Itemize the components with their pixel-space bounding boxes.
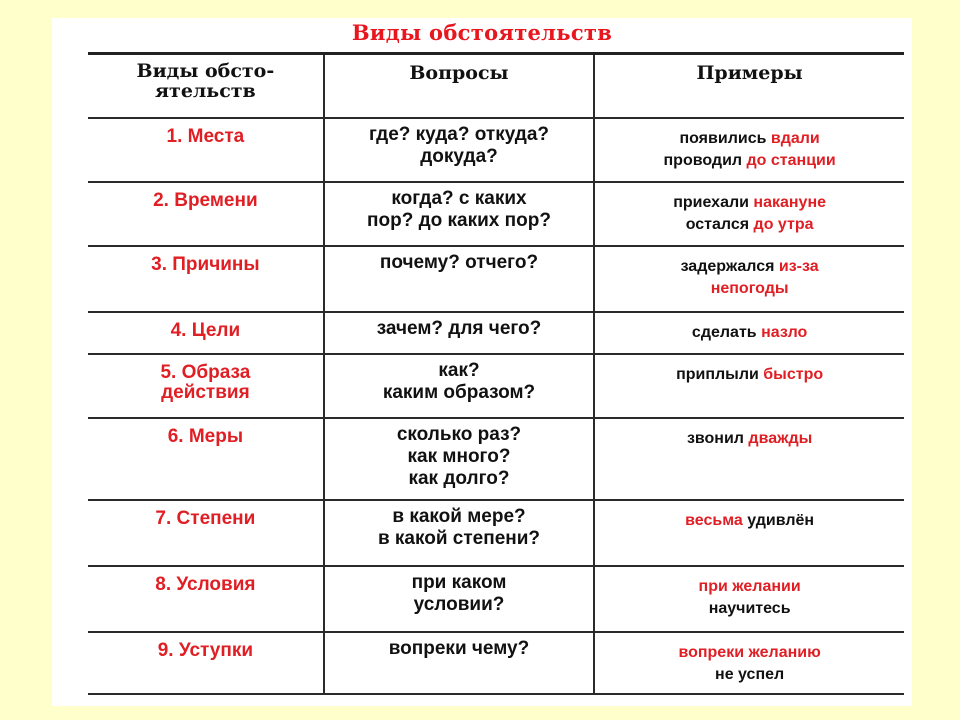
example-highlight: из-за — [778, 258, 819, 275]
table-header-row — [88, 54, 904, 119]
header-kind-line: Виды обсто- — [136, 60, 275, 82]
row-question-line: пор? до каких пор? — [367, 210, 551, 231]
row-kind — [88, 354, 324, 418]
row-kind — [88, 118, 324, 182]
example-text: не успел — [715, 666, 785, 683]
example-text: проводил — [663, 152, 747, 169]
table-row — [88, 312, 904, 354]
row-kind-line: 9. Уступки — [157, 640, 254, 661]
row-question-line: докуда? — [420, 146, 498, 167]
example-line — [595, 364, 904, 386]
row-questions — [324, 312, 594, 354]
example-text: остался — [685, 216, 754, 233]
row-question-line: вопреки чему? — [388, 638, 530, 659]
row-question-line: сколько раз? — [396, 424, 522, 445]
table-row — [88, 118, 904, 182]
example-line — [595, 428, 904, 450]
row-kind-line: 8. Условия — [155, 574, 256, 595]
row-kind — [88, 182, 324, 246]
row-examples — [594, 418, 904, 500]
table-row — [88, 182, 904, 246]
example-highlight: вдали — [770, 130, 820, 147]
row-questions — [324, 632, 594, 694]
example-line — [595, 322, 904, 344]
row-kind-line: 1. Места — [166, 126, 245, 147]
row-questions — [324, 500, 594, 566]
row-kind-line: 6. Меры — [167, 426, 244, 447]
example-line — [595, 150, 904, 172]
header-examples — [594, 54, 904, 119]
row-examples — [594, 566, 904, 632]
row-questions — [324, 182, 594, 246]
row-questions — [324, 566, 594, 632]
row-kind — [88, 312, 324, 354]
table-row — [88, 418, 904, 500]
row-kind-line: 5. Образа — [160, 362, 251, 383]
example-highlight: до утра — [753, 216, 814, 233]
example-highlight: дважды — [748, 430, 813, 447]
example-text: звонил — [686, 430, 749, 447]
example-highlight: накануне — [753, 194, 826, 211]
example-text: приехали — [673, 194, 754, 211]
row-kind-line: действия — [161, 382, 250, 403]
row-kind — [88, 632, 324, 694]
row-question-line: при каком — [411, 572, 507, 593]
row-questions — [324, 354, 594, 418]
slide — [52, 18, 912, 706]
row-examples — [594, 312, 904, 354]
example-line — [595, 642, 904, 664]
row-examples — [594, 182, 904, 246]
adverbials-table — [88, 52, 904, 695]
row-question-line: как много? — [407, 446, 511, 467]
row-kind-line: 7. Степени — [155, 508, 256, 529]
row-question-line: каким образом? — [382, 382, 536, 403]
example-text: удивлён — [742, 512, 815, 529]
header-questions-label: Вопросы — [409, 62, 509, 84]
table-row — [88, 632, 904, 694]
row-question-line: почему? отчего? — [379, 252, 539, 273]
example-highlight: до станции — [746, 152, 836, 169]
row-kind — [88, 500, 324, 566]
example-highlight: весьма — [685, 512, 743, 529]
header-kind-line: ятельств — [155, 80, 256, 102]
row-question-line: когда? с каких — [391, 188, 527, 209]
example-highlight: назло — [761, 324, 808, 341]
example-text: задержался — [680, 258, 779, 275]
row-examples — [594, 500, 904, 566]
example-line — [595, 576, 904, 598]
example-line — [595, 510, 904, 532]
example-highlight: при желании — [698, 578, 801, 595]
row-kind-line: 3. Причины — [151, 254, 260, 275]
row-questions — [324, 118, 594, 182]
page-title: Виды обстоятельств — [351, 20, 613, 45]
row-examples — [594, 118, 904, 182]
row-questions — [324, 246, 594, 312]
row-kind — [88, 418, 324, 500]
example-line — [595, 214, 904, 236]
example-text: появились — [679, 130, 771, 147]
row-kind — [88, 566, 324, 632]
row-questions — [324, 418, 594, 500]
row-question-line: в какой степени? — [377, 528, 541, 549]
header-kind — [88, 54, 324, 119]
example-highlight: быстро — [763, 366, 824, 383]
row-question-line: зачем? для чего? — [376, 318, 542, 339]
row-question-line: как? — [438, 360, 480, 381]
example-text: сделать — [691, 324, 762, 341]
example-line — [595, 664, 904, 686]
row-question-line: в какой мере? — [392, 506, 526, 527]
example-line — [595, 278, 904, 300]
example-text: приплыли — [676, 366, 764, 383]
table-body — [88, 118, 904, 694]
row-kind-line: 4. Цели — [170, 320, 241, 341]
example-line — [595, 128, 904, 150]
row-question-line: условии? — [413, 594, 505, 615]
row-question-line: как долго? — [408, 468, 510, 489]
row-question-line: где? куда? откуда? — [368, 124, 550, 145]
header-examples-label: Примеры — [696, 62, 803, 84]
table-row — [88, 246, 904, 312]
row-examples — [594, 632, 904, 694]
table-row — [88, 566, 904, 632]
example-text: научитесь — [708, 600, 791, 617]
example-line — [595, 598, 904, 620]
row-examples — [594, 246, 904, 312]
example-highlight: непогоды — [710, 280, 789, 297]
example-highlight: вопреки желанию — [678, 644, 821, 661]
table-row — [88, 500, 904, 566]
row-kind-line: 2. Времени — [153, 190, 258, 211]
row-examples — [594, 354, 904, 418]
header-questions — [324, 54, 594, 119]
example-line — [595, 256, 904, 278]
example-line — [595, 192, 904, 214]
row-kind — [88, 246, 324, 312]
table-row — [88, 354, 904, 418]
